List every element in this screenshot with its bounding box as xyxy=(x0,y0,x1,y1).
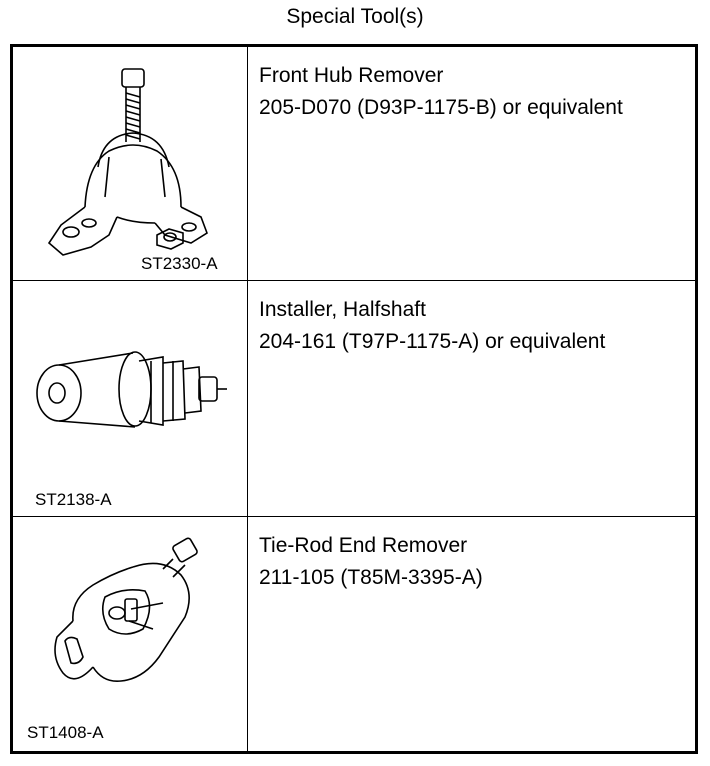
tool-code: ST2330-A xyxy=(141,254,218,273)
table-row xyxy=(13,517,695,751)
tie-rod-end-remover-icon xyxy=(13,517,248,751)
tool-code: ST2138-A xyxy=(35,490,112,509)
table-row xyxy=(13,281,695,517)
tool-description-cell xyxy=(249,47,695,280)
tool-name: Front Hub Remover xyxy=(259,64,444,87)
tool-description-cell xyxy=(249,517,695,751)
tool-part-number: 205-D070 (D93P-1175-B) or equivalent xyxy=(259,96,623,119)
tool-part-number: 211-105 (T85M-3395-A) xyxy=(259,566,483,589)
halfshaft-installer-icon xyxy=(13,281,248,517)
tool-illustration-cell xyxy=(13,281,248,516)
tool-illustration-cell xyxy=(13,517,248,751)
tool-code: ST1408-A xyxy=(27,723,104,742)
front-hub-remover-icon xyxy=(13,47,248,281)
special-tools-table xyxy=(10,44,698,754)
table-row xyxy=(13,47,695,281)
tool-name: Installer, Halfshaft xyxy=(259,298,426,321)
tool-name: Tie-Rod End Remover xyxy=(259,534,468,557)
tool-part-number: 204-161 (T97P-1175-A) or equivalent xyxy=(259,330,606,353)
page-title: Special Tool(s) xyxy=(286,5,424,28)
tool-description-cell xyxy=(249,281,695,516)
tool-illustration-cell xyxy=(13,47,248,280)
